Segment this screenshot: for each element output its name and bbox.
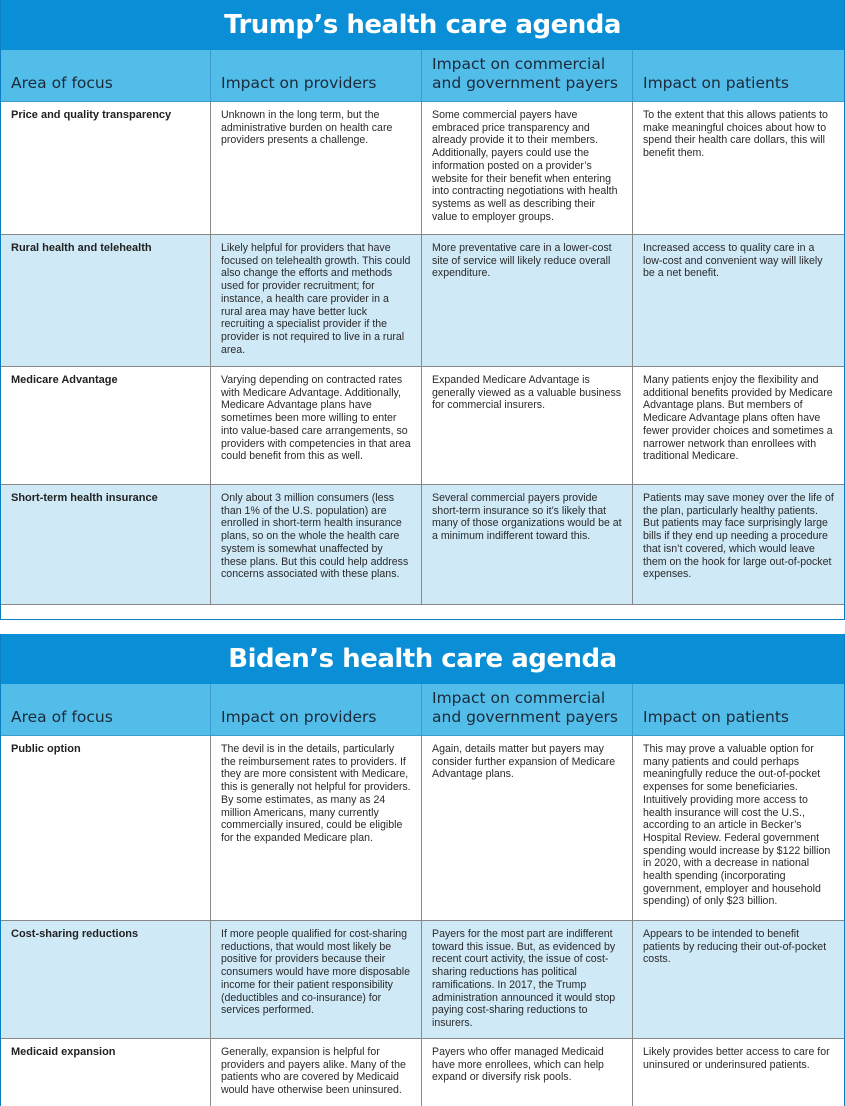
row-patients: Appears to be intended to benefit patients by reducing their out-of-pocket costs. [633,921,844,1039]
header-area: Area of focus [1,684,211,736]
header-payers: Impact on commercial and government payers [422,50,633,102]
row-providers: Varying depending on contracted rates with Medicare Advantage. Additionally, Medicare Advantage plans have sometimes been more willing to enter into value-based care arrangements, so providers with competencies in that area could benefit from this as well. [211,367,422,485]
row-area: Cost-sharing reductions [1,921,211,1039]
row-providers: If more people qualified for cost-sharing reductions, that would most likely be positive for providers because their consumers would have more disposable income for their patient responsibility (deductibles and co-insurance) for services performed. [211,921,422,1039]
section-divider [0,605,845,620]
trump-title: Trump’s health care agenda [1,0,844,50]
row-area: Short-term health insurance [1,485,211,605]
header-providers: Impact on providers [211,684,422,736]
table-row [1,485,844,605]
row-payers: Payers for the most part are indifferent toward this issue. But, as evidenced by recent court activity, the issue of cost-sharing reductions has political ramifications. In 2017, the Trump administration announced it would stop paying cost-sharing reductions to insurers. [422,921,633,1039]
row-payers: Several commercial payers provide short-term insurance so it’s likely that many of those organizations would be at a minimum indifferent toward this. [422,485,633,605]
biden-title: Biden’s health care agenda [1,634,844,684]
header-area: Area of focus [1,50,211,102]
header-providers: Impact on providers [211,50,422,102]
row-providers: The devil is in the details, particularly the reimbursement rates to providers. If they are more consistent with Medicare, this is generally not helpful for providers. By some estimates, as many as 24 million Americans, many currently commercially insured, could be eligible for the expanded Medicare plan. [211,736,422,921]
row-providers: Likely helpful for providers that have focused on telehealth growth. This could also change the efforts and methods used for provider recruitment; for instance, a health care provider in a rural area may have better luck recruiting a specialist provider if the provider is not required to live in a rural area. [211,235,422,367]
row-area: Price and quality transparency [1,102,211,235]
header-patients: Impact on patients [633,50,844,102]
table-row [1,102,844,235]
header-patients: Impact on patients [633,684,844,736]
row-area: Medicare Advantage [1,367,211,485]
table-row [1,367,844,485]
row-payers: More preventative care in a lower-cost site of service will likely reduce overall expenditure. [422,235,633,367]
row-patients: Many patients enjoy the flexibility and additional benefits provided by Medicare Advantage plans. But members of Medicare Advantage plans often have fewer provider choices and sometimes a narrower network than enrollees with traditional Medicare. [633,367,844,485]
row-patients: To the extent that this allows patients to make meaningful choices about how to spend their health care dollars, this will benefit them. [633,102,844,235]
row-payers: Again, details matter but payers may consider further expansion of Medicare Advantage plans. [422,736,633,921]
row-patients: Likely provides better access to care for uninsured or underinsured patients. [633,1039,844,1106]
table-row [1,1039,844,1106]
row-patients: This may prove a valuable option for many patients and could perhaps meaningfully reduce the out-of-pocket expenses for some beneficiaries. Intuitively providing more access to health insurance will cost the U.S., according to an article in Becker’s Hospital Review. Federal government spending would increase by $122 billion in 2020, with a decrease in national health spending (incorporating government, employer and household spending) of only $23 billion. [633,736,844,921]
row-area: Public option [1,736,211,921]
row-payers: Expanded Medicare Advantage is generally viewed as a valuable business for commercial insurers. [422,367,633,485]
trump-table [1,50,844,102]
biden-section [0,634,845,1106]
row-providers: Unknown in the long term, but the administrative burden on health care providers presents a challenge. [211,102,422,235]
row-providers: Only about 3 million consumers (less than 1% of the U.S. population) are enrolled in short-term health insurance plans, so on the whole the health care system is somewhat unaffected by these plans. But this could help address concerns associated with these plans. [211,485,422,605]
header-payers: Impact on commercial and government payers [422,684,633,736]
row-area: Medicaid expansion [1,1039,211,1106]
table-row [1,921,844,1039]
row-providers: Generally, expansion is helpful for providers and payers alike. Many of the patients who are covered by Medicaid would have otherwise been uninsured. [211,1039,422,1106]
row-area: Rural health and telehealth [1,235,211,367]
row-payers: Payers who offer managed Medicaid have more enrollees, which can help expand or diversify risk pools. [422,1039,633,1106]
table-row [1,736,844,921]
row-patients: Patients may save money over the life of the plan, particularly healthy patients. But patients may face surprisingly large bills if they end up needing a procedure that isn’t covered, which would leave them on the hook for large out-of-pocket expenses. [633,485,844,605]
biden-table [1,684,844,736]
row-payers: Some commercial payers have embraced price transparency and already provide it to their members. Additionally, payers could use the information posted on a provider’s website for their benefit when entering into contracting negotiations with health systems as well as describing their value to employer groups. [422,102,633,235]
table-row [1,235,844,367]
row-patients: Increased access to quality care in a low-cost and convenient way will likely be a net benefit. [633,235,844,367]
